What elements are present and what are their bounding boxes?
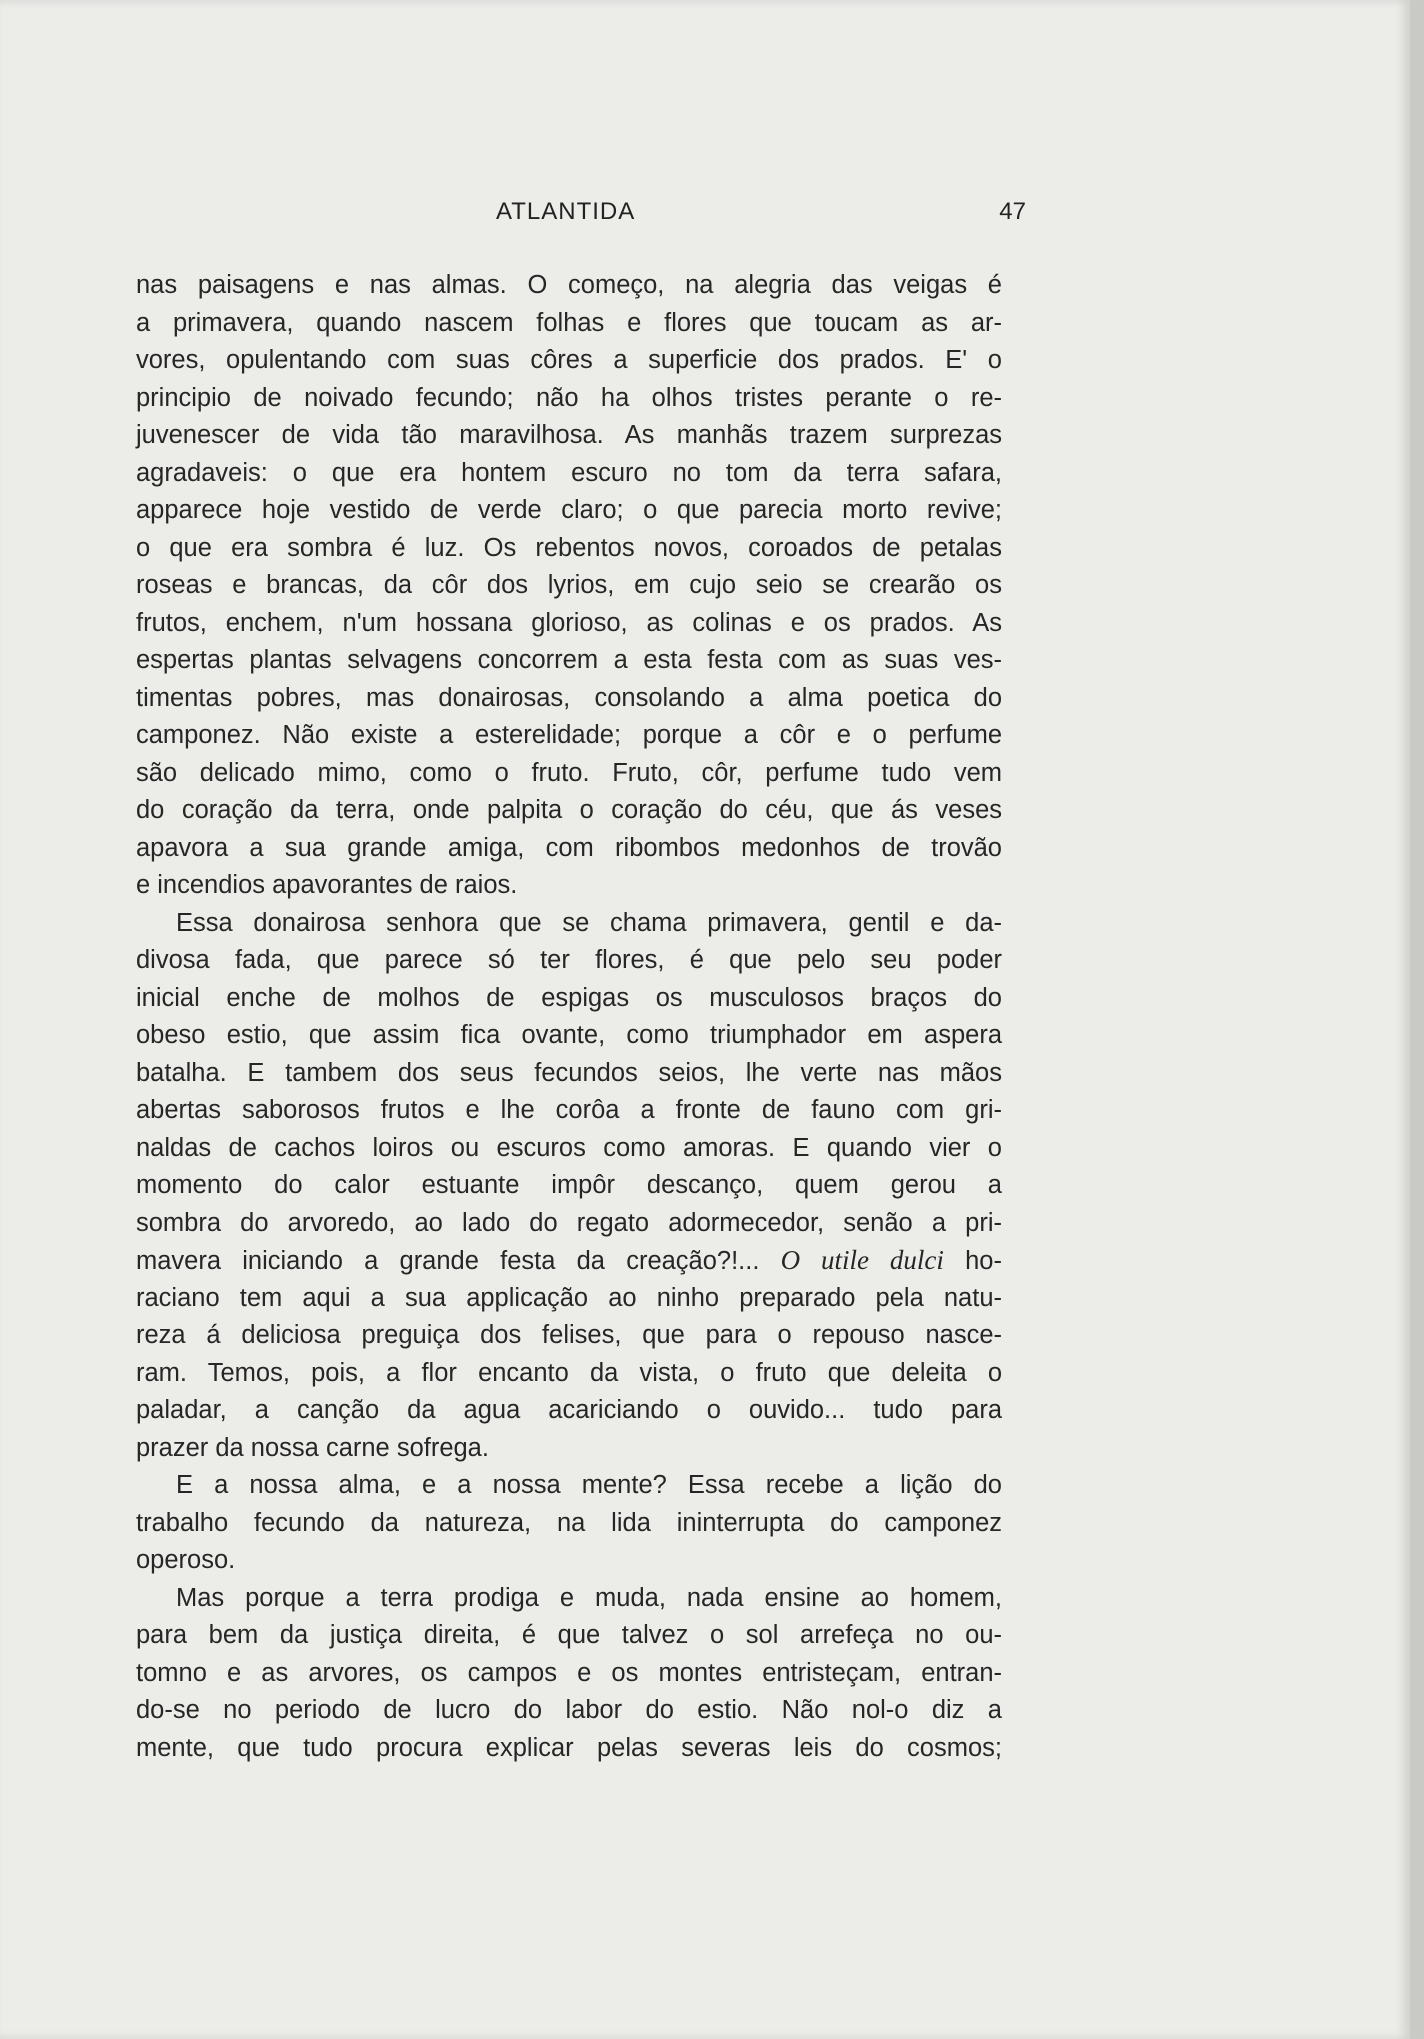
text-line: inicial enche de molhos de espigas os musculosos braços do [136, 983, 1002, 1012]
text-line: abertas saborosos frutos e lhe corôa a fronte de fauno com gri- [136, 1096, 1002, 1124]
text-line: são delicado mimo, como o fruto. Fruto, côr, perfume tudo vem [136, 758, 1002, 787]
text-line: sombra do arvoredo, ao lado do regato adormecedor, senão a pri- [136, 1208, 1002, 1237]
text-line: mente, que tudo procura explicar pelas severas leis do cosmos; [136, 1733, 1002, 1762]
text-line: raciano tem aqui a sua applicação ao ninho preparado pela natu- [136, 1283, 1002, 1312]
text-line: frutos, enchem, n'um hossana glorioso, as colinas e os prados. As [136, 608, 1002, 637]
text-line: apparece hoje vestido de verde claro; o que parecia morto revive; [136, 496, 1002, 524]
text-line: E a nossa alma, e a nossa mente? Essa recebe a lição do [176, 1471, 1002, 1499]
text-line: agradaveis: o que era hontem escuro no tom da terra safara, [136, 458, 1002, 487]
italic-phrase: O utile dulci [780, 1245, 944, 1275]
text-line: divosa fada, que parece só ter flores, é que pelo seu poder [136, 946, 1002, 974]
text-line: Essa donairosa senhora que se chama primavera, gentil e da- [176, 908, 1002, 937]
page-header [136, 198, 1026, 234]
text-line: do coração da terra, onde palpita o coração do céu, que ás veses [136, 796, 1002, 824]
running-title: ATLANTIDA [496, 198, 636, 225]
text-line: juvenescer de vida tão maravilhosa. As manhãs trazem surprezas [136, 421, 1002, 449]
text-line: tomno e as arvores, os campos e os montes entristeçam, entran- [136, 1658, 1002, 1687]
text-line: camponez. Não existe a esterelidade; porque a côr e o perfume [136, 721, 1002, 749]
text-line: para bem da justiça direita, é que talvez o sol arrefeça no ou- [136, 1621, 1002, 1649]
text-line: trabalho fecundo da natureza, na lida ininterrupta do camponez [136, 1508, 1002, 1537]
text-line: momento do calor estuante impôr descanço, quem gerou a [136, 1171, 1002, 1199]
text-line: obeso estio, que assim fica ovante, como triumphador em aspera [136, 1021, 1002, 1049]
text-segment: ho- [943, 1247, 1002, 1275]
text-line: nas paisagens e nas almas. O começo, na alegria das veigas é [136, 271, 1002, 299]
text-line: batalha. E tambem dos seus fecundos seios, lhe verte nas mãos [136, 1058, 1002, 1087]
text-line: a primavera, quando nascem folhas e flores que toucam as ar- [136, 308, 1002, 337]
paragraph-1 [136, 267, 1002, 905]
text-line: operoso. [136, 1546, 236, 1574]
body-text [136, 267, 1002, 1767]
text-line-with-italic [136, 1242, 1002, 1280]
page-edge [1410, 0, 1424, 2039]
text-line: ram. Temos, pois, a flor encanto da vista, o fruto que deleita o [136, 1358, 1002, 1387]
text-line: do-se no periodo de lucro do labor do estio. Não nol-o diz a [136, 1696, 1002, 1724]
paragraph-3 [136, 1467, 1002, 1580]
text-line: o que era sombra é luz. Os rebentos novos, coroados de petalas [136, 533, 1002, 562]
text-line: e incendios apavorantes de raios. [136, 871, 518, 899]
text-line: principio de noivado fecundo; não ha olhos tristes perante o re- [136, 383, 1002, 412]
text-line: espertas plantas selvagens concorrem a esta festa com as suas ves- [136, 646, 1002, 674]
text-line: vores, opulentando com suas côres a superficie dos prados. E' o [136, 346, 1002, 374]
text-line: paladar, a canção da agua acariciando o ouvido... tudo para [136, 1396, 1002, 1424]
paragraph-2 [136, 905, 1002, 1468]
text-line: prazer da nossa carne sofrega. [136, 1433, 489, 1462]
page-number: 47 [999, 198, 1026, 225]
text-line: naldas de cachos loiros ou escuros como amoras. E quando vier o [136, 1133, 1002, 1162]
text-line: Mas porque a terra prodiga e muda, nada ensine ao homem, [176, 1583, 1002, 1612]
text-line: apavora a sua grande amiga, com ribombos medonhos de trovão [136, 833, 1002, 862]
text-line: reza á deliciosa preguiça dos felises, que para o repouso nasce- [136, 1321, 1002, 1349]
text-line: roseas e brancas, da côr dos lyrios, em cujo seio se crearão os [136, 571, 1002, 599]
text-line: timentas pobres, mas donairosas, consolando a alma poetica do [136, 683, 1002, 712]
text-segment: mavera iniciando a grande festa da creação?!... [136, 1247, 760, 1275]
paragraph-4 [136, 1580, 1002, 1768]
